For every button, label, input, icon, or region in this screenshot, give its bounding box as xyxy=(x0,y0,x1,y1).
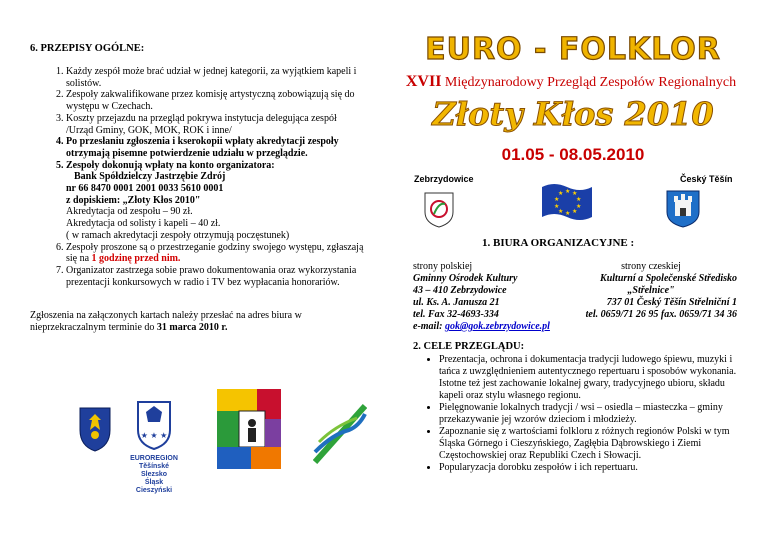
office-poland-line3: ul. Ks. A. Janusza 21 xyxy=(413,297,500,308)
goal-1: • Prezentacja, ochrona i dokumentacja tradycji ludowego śpiewu, muzyki i tańca z uwzględnieniem autentycznego repertuaru i sposobów wykonania. Istotne też jest zachowanie lokalnej gwary, tradycyjnego ubioru, składu kapeli oraz stylu własnego regionu. xyxy=(439,354,743,402)
section-title-cele: 2. CELE PRZEGLĄDU: xyxy=(413,341,525,352)
cesky-tesin-crest-icon xyxy=(666,190,700,233)
office-poland-line1: Gminny Ośrodek Kultury xyxy=(413,273,518,284)
office-poland-email-row: e-mail: gok@gok.zebrzydowice.pl xyxy=(413,321,550,332)
svg-text:★: ★ xyxy=(572,208,578,215)
svg-text:★: ★ xyxy=(576,196,582,203)
rule-3: 3. Koszty przejazdu na przegląd pokrywa instytucja delegująca zespół /Urząd Gminy, GOK, MOK, ROK i inne/ xyxy=(66,113,365,136)
fee-note: ( w ramach akredytacji zespoły otrzymują poczęstunek) xyxy=(66,229,290,241)
zebrzydowice-crest-icon xyxy=(424,192,454,233)
office-czech-line1: Kulturní a Společenské Středisko xyxy=(600,273,737,284)
office-poland-head: strony polskiej xyxy=(413,261,473,272)
goal-2: • Pielęgnowanie lokalnych tradycji / wsi – osiedla – miasteczka – gminy przekazywanie jej wzorów dzieciom i młodzieży. xyxy=(439,402,743,426)
goal-4: • Popularyzacja dorobku zespołów i ich repertuaru. xyxy=(439,462,743,474)
rule-1: 1. Każdy zespół może brać udział w jednej kategorii, za wyjątkiem kapeli i solistów. xyxy=(66,66,365,89)
transfer-note: z dopiskiem: „Złoty Kłos 2010" xyxy=(66,194,201,206)
festival-mosaic-logo xyxy=(217,389,281,474)
green-wave-logo xyxy=(313,396,367,471)
euroregion-line-1: EUROREGION xyxy=(130,455,178,462)
office-czech-line3: 737 01 Český Těšín Střelniční 1 xyxy=(606,297,737,308)
euroregion-line-3: Śląsk Cieszyński xyxy=(135,479,173,494)
festival-dates: 01.05 - 08.05.2010 xyxy=(501,145,645,164)
rule-7: 7. Organizator zastrzega sobie prawo dokumentowania oraz wykorzystania prezentacji konkursowych w radio i TV bez wypłacania honorariów. xyxy=(66,265,365,288)
office-czech xyxy=(565,261,737,321)
office-poland-line4: tel. Fax 32-4693-334 xyxy=(413,309,499,320)
festival-subtitle: XVII Międzynarodowy Przegląd Zespołów Regionalnych xyxy=(405,73,737,90)
goal-3: • Zapoznanie się z wartościami folkloru z różnych regionów Polski w tym Śląska Górnego i Cieszyńskiego, Zagłębia Dąbrowskiego i Ziemi Częstochowskiej oraz Republiki Czech i Słowacji. xyxy=(439,426,743,462)
town-left-label: Zebrzydowice xyxy=(414,174,474,184)
fee-team: Akredytacja od zespołu – 90 zł. xyxy=(66,206,193,218)
svg-text:★: ★ xyxy=(576,203,582,210)
section-title-biura: 1. BIURA ORGANIZACYJNE : xyxy=(482,237,635,249)
svg-text:★: ★ xyxy=(554,196,560,203)
goals-section xyxy=(413,341,743,474)
section-title-przepisy: 6. PRZEPISY OGÓLNE: xyxy=(30,43,145,54)
town-right-label: Český Těšín xyxy=(680,174,733,184)
title-euro-folklor: EURO - FOLKLOR xyxy=(425,32,721,67)
bank-name: Bank Spółdzielczy Jastrzębie Zdrój xyxy=(74,171,226,183)
rule-6: 6. Zespoły proszone są o przestrzeganie godziny swojego występu, zgłaszają się na 1 godzinę przed nim. xyxy=(66,242,365,265)
svg-text:★: ★ xyxy=(565,188,571,195)
svg-text:★: ★ xyxy=(572,190,578,197)
office-poland-line2: 43 – 410 Zebrzydowice xyxy=(413,285,507,296)
eu-flag-icon xyxy=(540,181,594,228)
euroregion-line-2: Těšínské Slezsko xyxy=(139,463,169,478)
svg-text:★: ★ xyxy=(558,208,564,215)
rule-2: 2. Zespoły zakwalifikowane przez komisję artystyczną zobowiązują się do występu w Czechach. xyxy=(66,89,365,112)
left-column xyxy=(30,43,365,334)
email-link[interactable]: gok@gok.zebrzydowice.pl xyxy=(444,321,550,332)
fee-solo: Akredytacja od solisty i kapeli – 40 zł. xyxy=(66,218,221,230)
office-czech-line2: „Střelnice" xyxy=(627,285,675,296)
svg-text:★: ★ xyxy=(565,210,571,217)
euroregion-logo xyxy=(128,400,180,495)
deadline-text: Zgłoszenia na załączonych kartach należy przesłać na adres biura w nieprzekraczalnym terminie do 31 marca 2010 r. xyxy=(30,310,302,334)
office-czech-line4: tel. 0659/71 26 95 fax. 0659/71 34 36 xyxy=(585,309,737,320)
rule-5: 5. Zespoły dokonują wpłaty na konto organizatora: Bank Spółdzielczy Jastrzębie Zdrój nr 66 8470 0001 2001 0033 5610 0001 z dopiskiem: „Złoty Kłos 2010" Akredytacja od zespołu – 90 zł. Akredytacja od solisty i kapeli – 40 zł. ( w ramach akredytacji zespoły otrzymują poczęstunek) xyxy=(66,160,365,242)
svg-text:★: ★ xyxy=(554,203,560,210)
account-number: nr 66 8470 0001 2001 0033 5610 0001 xyxy=(66,183,224,195)
rule-4: 4. Po przesłaniu zgłoszenia i kserokopii wpłaty akredytacji zespoły otrzymają pisemne potwierdzenie udziału w przeglądzie. xyxy=(66,136,365,159)
goals-list xyxy=(413,354,743,474)
svg-text:★ ★ ★: ★ ★ ★ xyxy=(140,431,168,440)
office-czech-head: strony czeskiej xyxy=(621,261,681,272)
svg-text:★: ★ xyxy=(558,190,564,197)
coat-of-arms-logo xyxy=(78,404,112,457)
title-zloty-klos: Złoty Kłos 2010 xyxy=(432,95,714,133)
rules-list xyxy=(30,66,365,288)
